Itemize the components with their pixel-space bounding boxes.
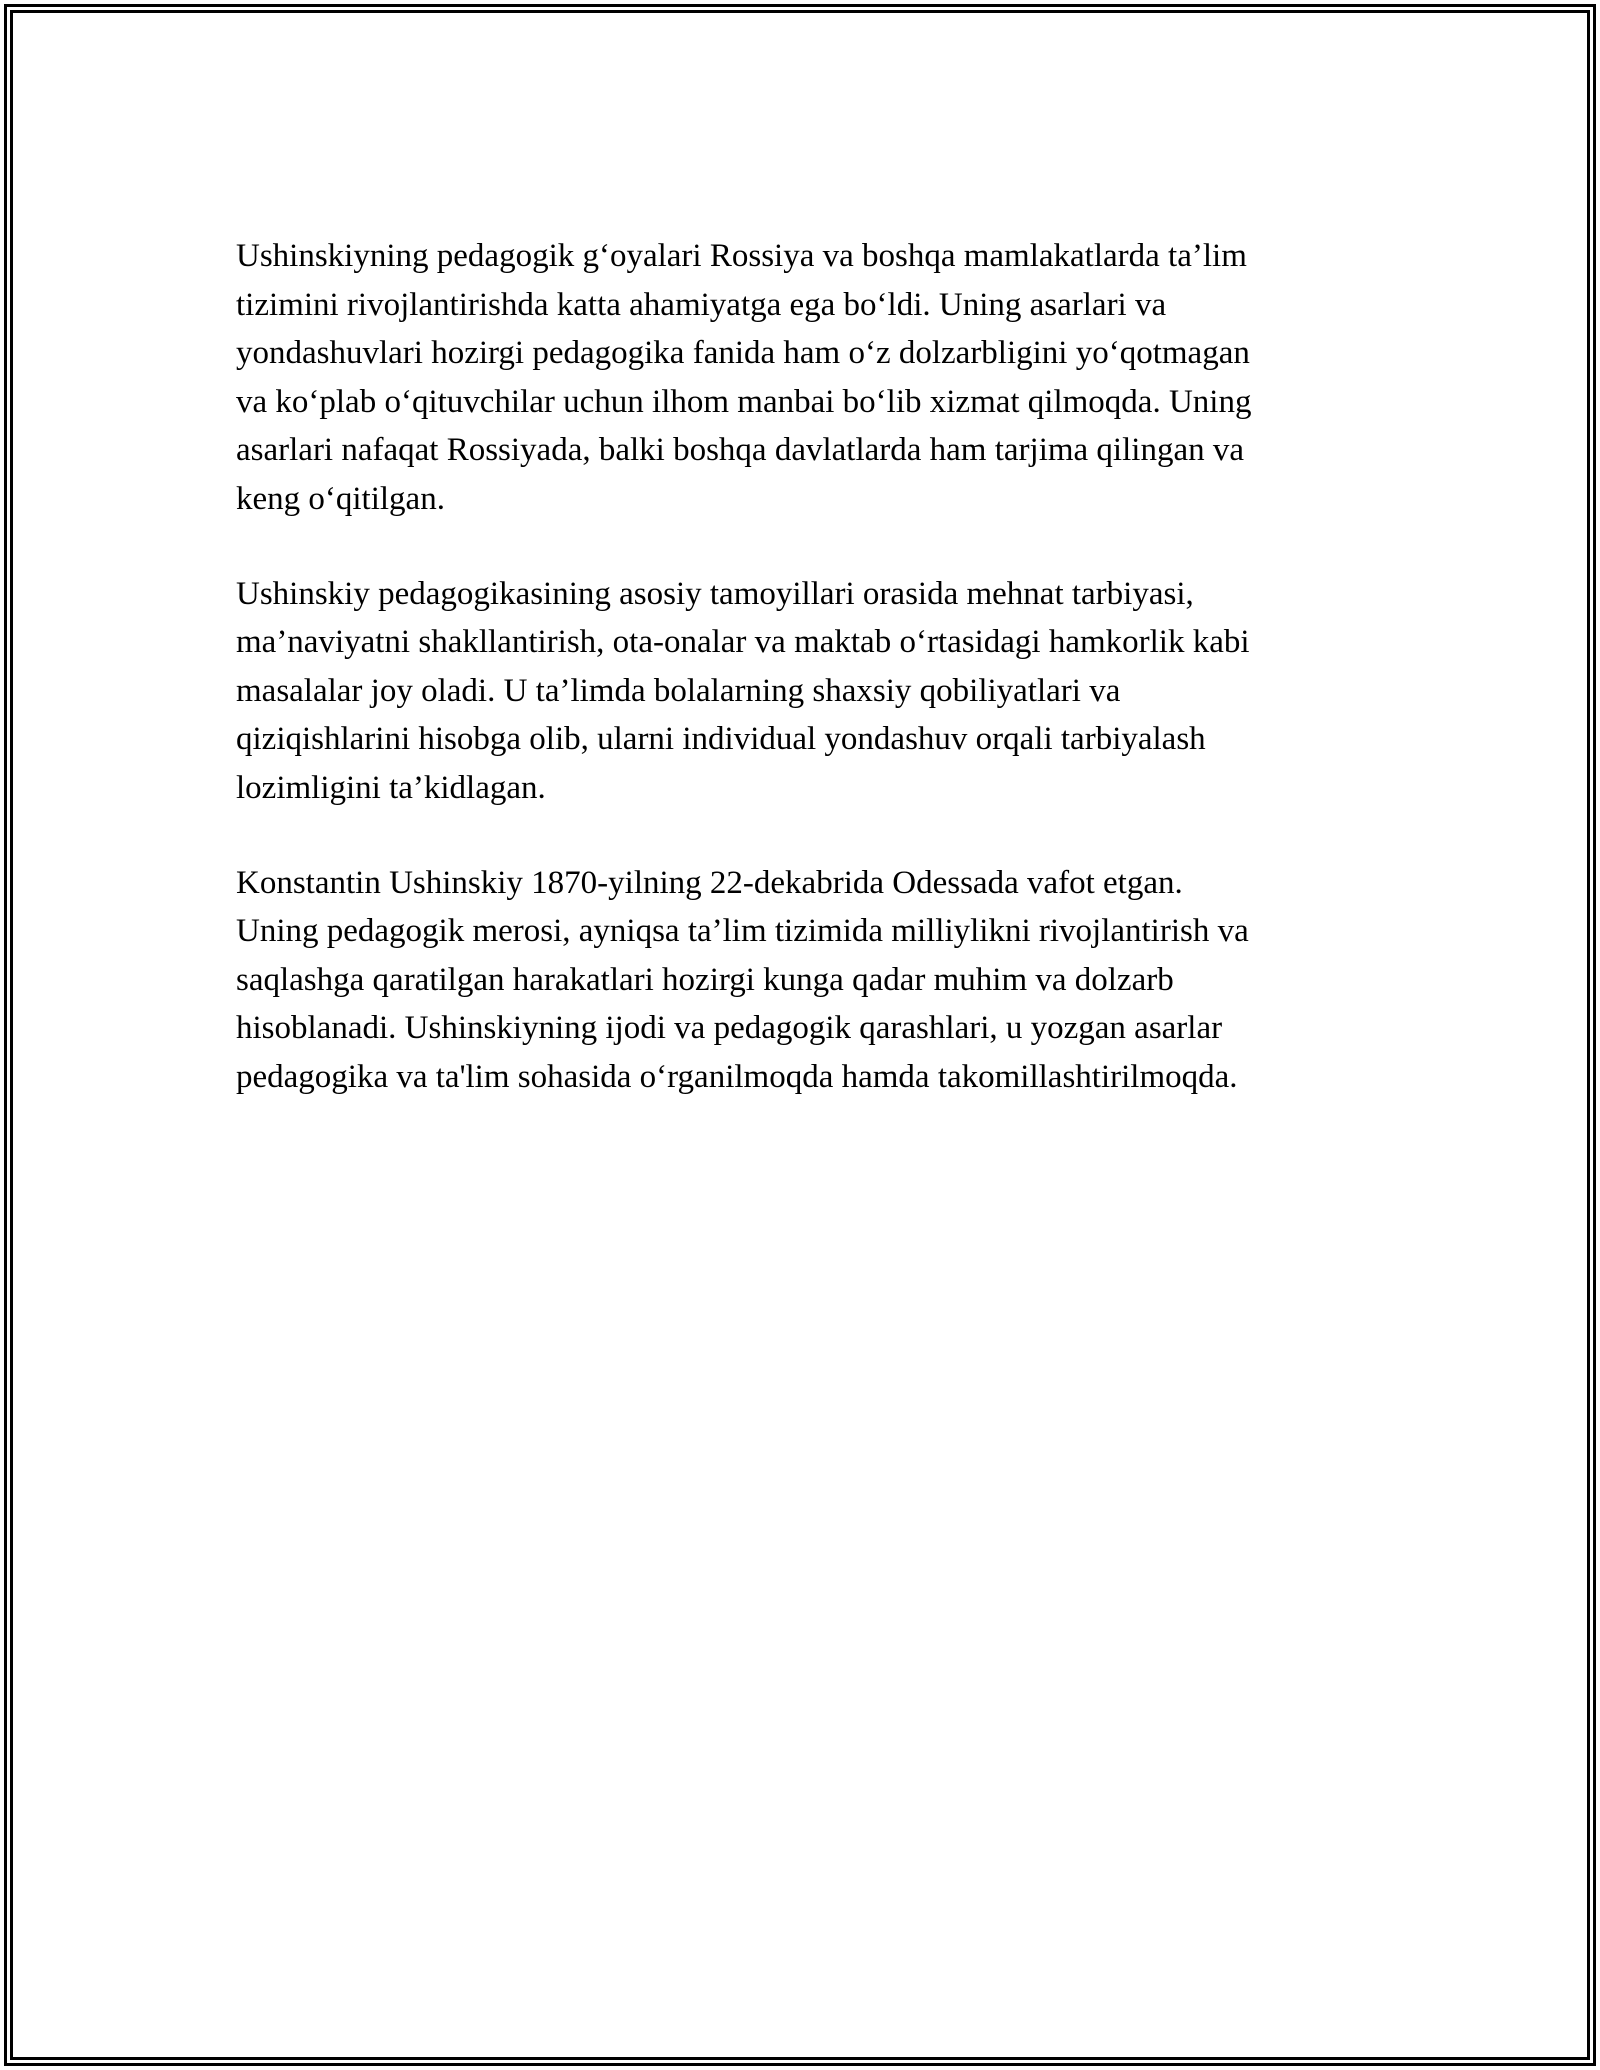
paragraph-2: Ushinskiy pedagogikasining asosiy tamoyillari orasida mehnat tarbiyasi, ma’naviyatni shakllantirish, ota-onalar va maktab o‘rtasidagi hamkorlik kabi masalalar joy oladi. U ta’limda bolalarning shaxsiy qobiliyatlari va qiziqishlarini hisobga olib, ularni individual yondashuv orqali tarbiyalash lozimligini ta’kidlagan. xyxy=(236,575,1250,806)
document-body xyxy=(236,232,1364,1148)
paragraph-3: Konstantin Ushinskiy 1870-yilning 22-dekabrida Odessada vafot etgan. Uning pedagogik merosi, ayniqsa ta’lim tizimida milliylikni rivojlantirish va saqlashga qaratilgan harakatlari hozirgi kunga qadar muhim va dolzarb hisoblanadi. Ushinskiyning ijodi va pedagogik qarashlari, u yozgan asarlar pedagogika va ta'lim sohasida o‘rganilmoqda hamda takomillashtirilmoqda. xyxy=(236,864,1249,1095)
paragraph-1: Ushinskiyning pedagogik g‘oyalari Rossiya va boshqa mamlakatlarda ta’lim tizimini rivojlantirishda katta ahamiyatga ega bo‘ldi. Uning asarlari va yondashuvlari hozirgi pedagogika fanida ham o‘z dolzarbligini yo‘qotmagan va ko‘plab o‘qituvchilar uchun ilhom manbai bo‘lib xizmat qilmoqda. Uning asarlari nafaqat Rossiyada, balki boshqa davlatlarda ham tarjima qilingan va keng o‘qitilgan. xyxy=(236,238,1252,517)
